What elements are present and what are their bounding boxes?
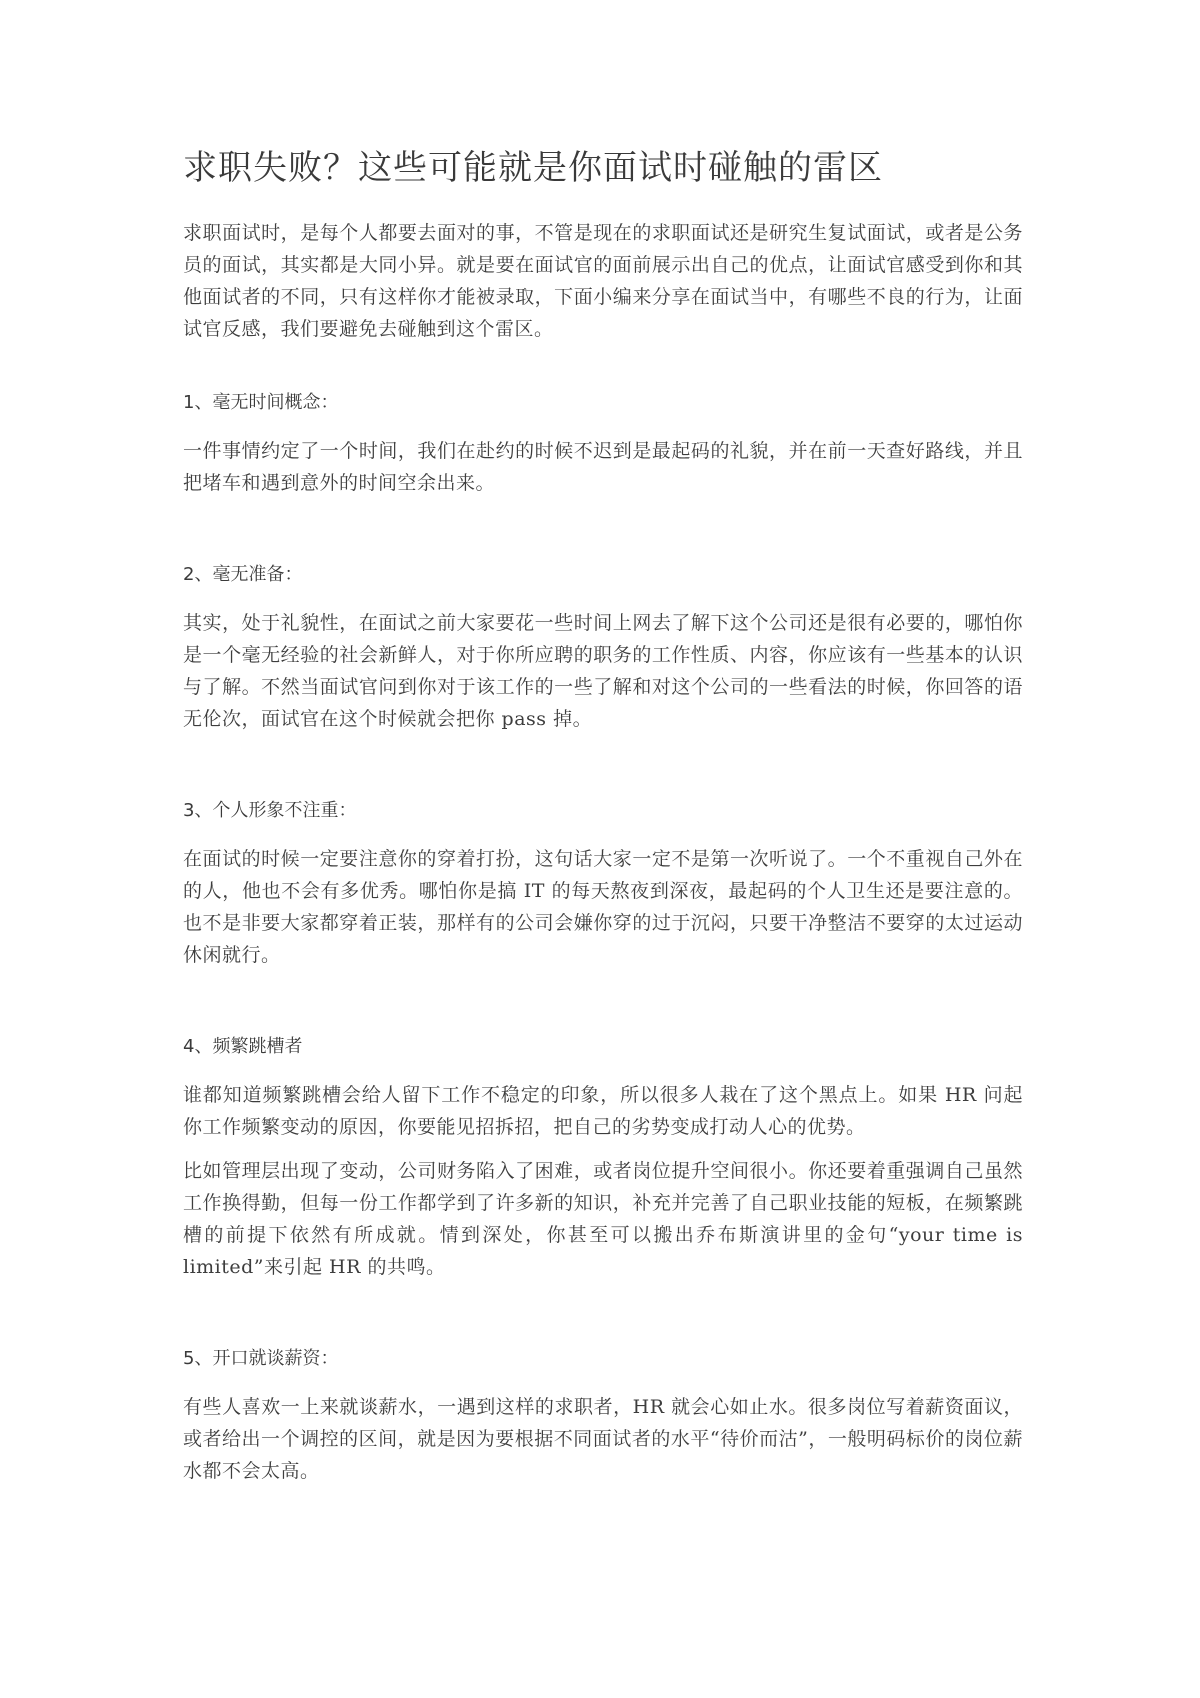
section-heading: 3、个人形象不注重： — [183, 800, 357, 821]
section-heading: 5、开口就谈薪资： — [183, 1348, 339, 1369]
section-1 — [183, 389, 1023, 499]
article-title: 求职失败？这些可能就是你面试时碰触的雷区 — [183, 148, 883, 188]
section-5 — [183, 1345, 1023, 1487]
section-4 — [183, 1033, 1023, 1283]
section-paragraph: 有些人喜欢一上来就谈薪水，一遇到这样的求职者，HR 就会心如止水。很多岗位写着薪资面议，或者给出一个调控的区间，就是因为要根据不同面试者的水平“待价而沽”，一般明码标价的岗位薪水都不会太高。 — [183, 1396, 1023, 1482]
section-2 — [183, 561, 1023, 735]
section-paragraph: 在面试的时候一定要注意你的穿着打扮，这句话大家一定不是第一次听说了。一个不重视自己外在的人，他也不会有多优秀。哪怕你是搞 IT 的每天熬夜到深夜，最起码的个人卫生还是要注意的。也不是非要大家都穿着正装，那样有的公司会嫌你穿的过于沉闷，只要干净整洁不要穿的太过运动休闲就行。 — [183, 848, 1023, 966]
section-heading: 4、频繁跳槽者 — [183, 1036, 303, 1057]
article — [183, 145, 1023, 1487]
section-heading: 2、毫无准备： — [183, 564, 303, 585]
section-paragraph: 谁都知道频繁跳槽会给人留下工作不稳定的印象，所以很多人栽在了这个黑点上。如果 HR 问起你工作频繁变动的原因，你要能见招拆招，把自己的劣势变成打动人心的优势。 — [183, 1084, 1023, 1138]
section-3 — [183, 797, 1023, 971]
section-paragraph: 其实，处于礼貌性，在面试之前大家要花一些时间上网去了解下这个公司还是很有必要的，哪怕你是一个毫无经验的社会新鲜人，对于你所应聘的职务的工作性质、内容，你应该有一些基本的认识与了解。不然当面试官问到你对于该工作的一些了解和对这个公司的一些看法的时候，你回答的语无伦次，面试官在这个时候就会把你 pass 掉。 — [183, 612, 1023, 730]
intro-paragraph: 求职面试时，是每个人都要去面对的事，不管是现在的求职面试还是研究生复试面试，或者是公务员的面试，其实都是大同小异。就是要在面试官的面前展示出自己的优点，让面试官感受到你和其他面试者的不同，只有这样你才能被录取，下面小编来分享在面试当中，有哪些不良的行为，让面试官反感，我们要避免去碰触到这个雷区。 — [183, 222, 1023, 340]
section-heading: 1、毫无时间概念： — [183, 392, 339, 413]
section-paragraph: 一件事情约定了一个时间，我们在赴约的时候不迟到是最起码的礼貌，并在前一天查好路线，并且把堵车和遇到意外的时间空余出来。 — [183, 440, 1023, 494]
section-paragraph: 比如管理层出现了变动，公司财务陷入了困难，或者岗位提升空间很小。你还要着重强调自己虽然工作换得勤，但每一份工作都学到了许多新的知识，补充并完善了自己职业技能的短板，在频繁跳槽的前提下依然有所成就。情到深处，你甚至可以搬出乔布斯演讲里的金句“your time is limited”来引起 HR 的共鸣。 — [183, 1160, 1023, 1278]
